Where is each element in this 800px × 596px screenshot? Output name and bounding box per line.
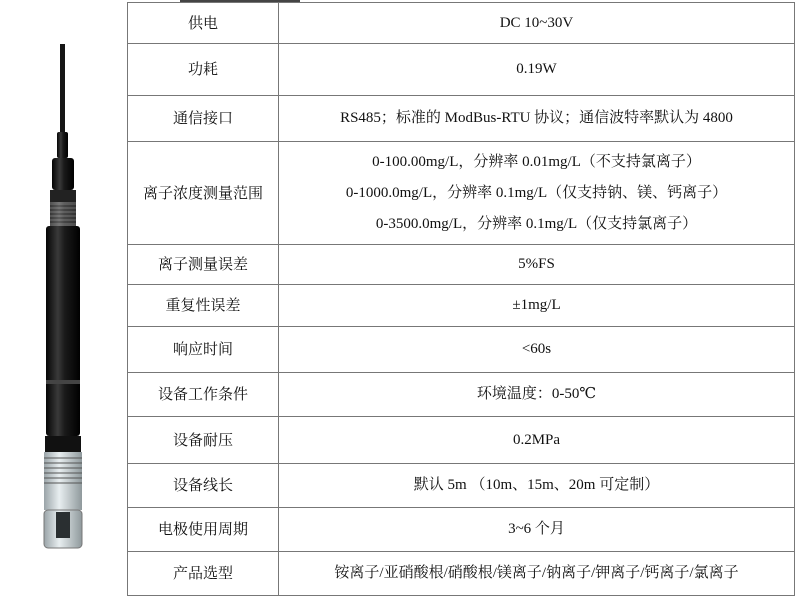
spec-value: 0.2MPa	[279, 417, 795, 464]
spec-label: 电极使用周期	[128, 508, 279, 552]
spec-value: 0.19W	[279, 44, 795, 96]
spec-label: 设备线长	[128, 464, 279, 508]
spec-value: ±1mg/L	[279, 285, 795, 327]
table-row	[128, 142, 795, 245]
spec-label: 响应时间	[128, 327, 279, 373]
spec-value: 铵离子/亚硝酸根/硝酸根/镁离子/钠离子/钾离子/钙离子/氯离子	[279, 552, 795, 596]
spec-label: 产品选型	[128, 552, 279, 596]
range-line: 0-3500.0mg/L，分辨率 0.1mg/L（仅支持氯离子）	[375, 215, 698, 232]
spec-value: 3~6 个月	[279, 508, 795, 552]
spec-value: 5%FS	[279, 245, 795, 285]
spec-value: RS485；标准的 ModBus-RTU 协议；通信波特率默认为 4800	[279, 96, 795, 142]
table-row	[128, 96, 795, 142]
table-row	[128, 508, 795, 552]
table-row	[128, 464, 795, 508]
table-row	[128, 552, 795, 596]
range-line: 0-100.00mg/L，分辨率 0.01mg/L（不支持氯离子）	[372, 153, 701, 170]
spec-label: 离子测量误差	[128, 245, 279, 285]
table-row	[128, 373, 795, 417]
table-row	[128, 417, 795, 464]
spec-value: 环境温度：0-50℃	[279, 373, 795, 417]
spec-value: 默认 5m （10m、15m、20m 可定制）	[279, 464, 795, 508]
spec-label: 供电	[128, 3, 279, 44]
spec-label: 通信接口	[128, 96, 279, 142]
spec-label: 设备工作条件	[128, 373, 279, 417]
spec-value: <60s	[279, 327, 795, 373]
table-row	[128, 44, 795, 96]
spec-value	[279, 142, 795, 245]
spec-table	[127, 2, 795, 596]
spec-label: 设备耐压	[128, 417, 279, 464]
range-line: 0-1000.0mg/L，分辨率 0.1mg/L（仅支持钠、镁、钙离子）	[345, 184, 728, 201]
ion-sensor-probe-image	[30, 40, 100, 560]
table-row	[128, 3, 795, 44]
spec-label: 离子浓度测量范围	[128, 142, 279, 245]
spec-label: 功耗	[128, 44, 279, 96]
table-row	[128, 327, 795, 373]
spec-label: 重复性误差	[128, 285, 279, 327]
table-row	[128, 285, 795, 327]
table-row	[128, 245, 795, 285]
spec-value: DC 10~30V	[279, 3, 795, 44]
